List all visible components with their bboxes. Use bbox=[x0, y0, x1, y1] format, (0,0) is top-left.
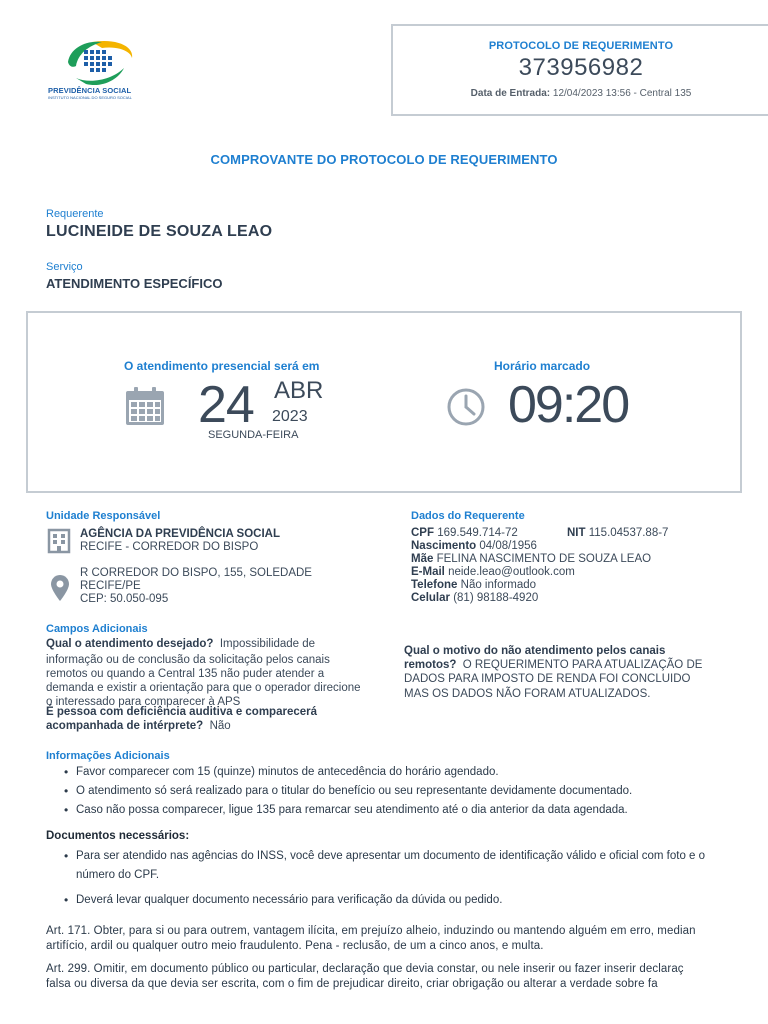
protocol-number: 373956982 bbox=[518, 54, 644, 81]
service-name: ATENDIMENTO ESPECÍFICO bbox=[46, 276, 223, 291]
cpf-label: CPF bbox=[411, 527, 434, 539]
art-299-line-1: Art. 299. Omitir, em documento público ou particular, declaração que devia constar, ou nele inserir ou fazer inserir declaraç bbox=[46, 963, 684, 975]
documents-list bbox=[62, 847, 762, 910]
protocol-box bbox=[391, 24, 768, 116]
list-item: • Favor comparecer com 15 (quinze) minutos de antecedência do horário agendado. bbox=[62, 763, 762, 782]
list-item: • Caso não possa comparecer, ligue 135 para remarcar seu atendimento até o dia anterior da data agendada. bbox=[62, 801, 762, 820]
applicant-data-label: Dados do Requerente bbox=[411, 510, 525, 522]
birth-value: 04/08/1956 bbox=[479, 540, 537, 552]
nit-row bbox=[567, 527, 668, 540]
appointment-year: 2023 bbox=[272, 408, 308, 425]
list-item: • O atendimento só será realizado para o titular do benefício ou seu representante devidamente documentado. bbox=[62, 782, 762, 801]
appointment-date-label: O atendimento presencial será em bbox=[124, 359, 320, 373]
q3-line-1: Qual o motivo do não atendimento pelos canais bbox=[404, 645, 666, 657]
cpf-row bbox=[411, 527, 518, 540]
service-label: Serviço bbox=[46, 261, 83, 273]
calendar-icon bbox=[124, 385, 166, 432]
additional-info-label: Informações Adicionais bbox=[46, 750, 170, 762]
entry-date-value: 12/04/2023 13:56 - Central 135 bbox=[552, 88, 692, 99]
additional-info-list bbox=[62, 763, 762, 820]
q1-line-2: informação ou de conclusão da solicitação pelos canais bbox=[46, 654, 330, 666]
q3-answer-1: O REQUERIMENTO PARA ATUALIZAÇÃO DE bbox=[462, 659, 703, 671]
cell-value: (81) 98188-4920 bbox=[453, 592, 539, 604]
art-171-line-1: Art. 171. Obter, para si ou para outrem, vantagem ilícita, em prejuízo alheio, induzindo ou mantendo alguém em erro, median bbox=[46, 925, 696, 937]
appointment-weekday: SEGUNDA-FEIRA bbox=[208, 429, 299, 441]
legal-art-171 bbox=[46, 924, 768, 954]
extra-fields-label: Campos Adicionais bbox=[46, 623, 148, 635]
email-value: neide.leao@outlook.com bbox=[448, 566, 575, 578]
q3-answer-2: DADOS PARA IMPOSTO DE RENDA FOI CONCLUIDO bbox=[404, 673, 691, 685]
building-icon bbox=[46, 528, 72, 559]
q3-line-2 bbox=[404, 659, 702, 672]
legal-art-299 bbox=[46, 962, 768, 992]
phone-value: Não informado bbox=[460, 579, 537, 591]
birth-row bbox=[411, 540, 537, 553]
question-desired-service bbox=[46, 638, 376, 651]
phone-label: Telefone bbox=[411, 579, 458, 591]
q2-line-1: É pessoa com deficiência auditiva e comparecerá bbox=[46, 706, 318, 718]
logo-subtitle: INSTITUTO NACIONAL DO SEGURO SOCIAL bbox=[48, 95, 132, 100]
list-item: • Deverá levar qualquer documento necessário para verificação da dúvida ou pedido. bbox=[62, 891, 762, 910]
q1-line-4: demanda e existir a orientação para que o operador direcione bbox=[46, 682, 361, 694]
agency-branch: RECIFE - CORREDOR DO BISPO bbox=[80, 541, 259, 553]
unit-label: Unidade Responsável bbox=[46, 510, 161, 522]
applicant-name: LUCINEIDE DE SOUZA LEAO bbox=[46, 223, 273, 240]
clock-icon bbox=[446, 387, 486, 432]
list-item bbox=[62, 847, 762, 885]
q1-line-1: Impossibilidade de bbox=[219, 638, 316, 650]
agency-name: AGÊNCIA DA PREVIDÊNCIA SOCIAL bbox=[80, 528, 280, 540]
address-line-2: RECIFE/PE bbox=[80, 580, 141, 592]
email-label: E-Mail bbox=[411, 566, 445, 578]
nit-label: NIT bbox=[567, 527, 586, 539]
q1-line-5: o interessado para comparecer à APS bbox=[46, 696, 241, 708]
art-171-line-2: artifício, ardil ou qualquer outro meio fraudulento. Pena - reclusão, de um a cinco anos, e multa. bbox=[46, 940, 544, 952]
q2-label: acompanhada de intérprete? bbox=[46, 720, 204, 732]
page-title: COMPROVANTE DO PROTOCOLO DE REQUERIMENTO bbox=[210, 152, 558, 167]
documents-label: Documentos necessários: bbox=[46, 830, 190, 842]
q1-label: Qual o atendimento desejado? bbox=[46, 638, 214, 650]
appointment-month: ABR bbox=[274, 377, 324, 404]
appointment-time: 09:20 bbox=[508, 376, 629, 434]
logo-title: PREVIDÊNCIA SOCIAL bbox=[48, 86, 132, 95]
email-row bbox=[411, 566, 575, 579]
map-pin-icon bbox=[50, 574, 70, 607]
protocol-label: PROTOCOLO DE REQUERIMENTO bbox=[488, 40, 674, 52]
doc-item-1-line-1: Para ser atendido nas agências do INSS, você deve apresentar um documento de identificação válido e oficial com foto e o bbox=[76, 850, 706, 862]
logo-emblem-icon bbox=[46, 38, 146, 88]
nit-value: 115.04537.88-7 bbox=[588, 527, 669, 539]
q3-label: remotos? bbox=[404, 659, 457, 671]
address-line-1: R CORREDOR DO BISPO, 155, SOLEDADE bbox=[80, 567, 312, 579]
q1-line-3: remotos ou quando a Central 135 não puder atender a bbox=[46, 668, 325, 680]
entry-date bbox=[393, 88, 768, 99]
previdencia-logo bbox=[46, 38, 146, 104]
phone-row bbox=[411, 579, 536, 592]
mother-value: FELINA NASCIMENTO DE SOUZA LEAO bbox=[436, 553, 652, 565]
appointment-day: 24 bbox=[198, 376, 254, 434]
appointment-time-label: Horário marcado bbox=[494, 359, 591, 373]
q2-line-2 bbox=[46, 720, 231, 733]
mother-row bbox=[411, 553, 651, 566]
appointment-box bbox=[26, 311, 742, 493]
q2-answer: Não bbox=[209, 720, 231, 732]
cpf-value: 169.549.714-72 bbox=[437, 527, 518, 539]
doc-item-1-line-2: número do CPF. bbox=[76, 869, 160, 881]
q3-answer-3: MAS OS DADOS NÃO FORAM ATUALIZADOS. bbox=[404, 688, 651, 700]
cell-row bbox=[411, 592, 538, 605]
art-299-line-2: falsa ou diversa da que devia ser escrita, com o fim de prejudicar direito, criar obrigação ou alterar a verdade sobre fa bbox=[46, 978, 658, 990]
entry-date-label: Data de Entrada: bbox=[470, 88, 551, 99]
applicant-label: Requerente bbox=[46, 208, 104, 220]
mother-label: Mãe bbox=[411, 553, 434, 565]
birth-label: Nascimento bbox=[411, 540, 477, 552]
address-line-3: CEP: 50.050-095 bbox=[80, 593, 169, 605]
cell-label: Celular bbox=[411, 592, 450, 604]
